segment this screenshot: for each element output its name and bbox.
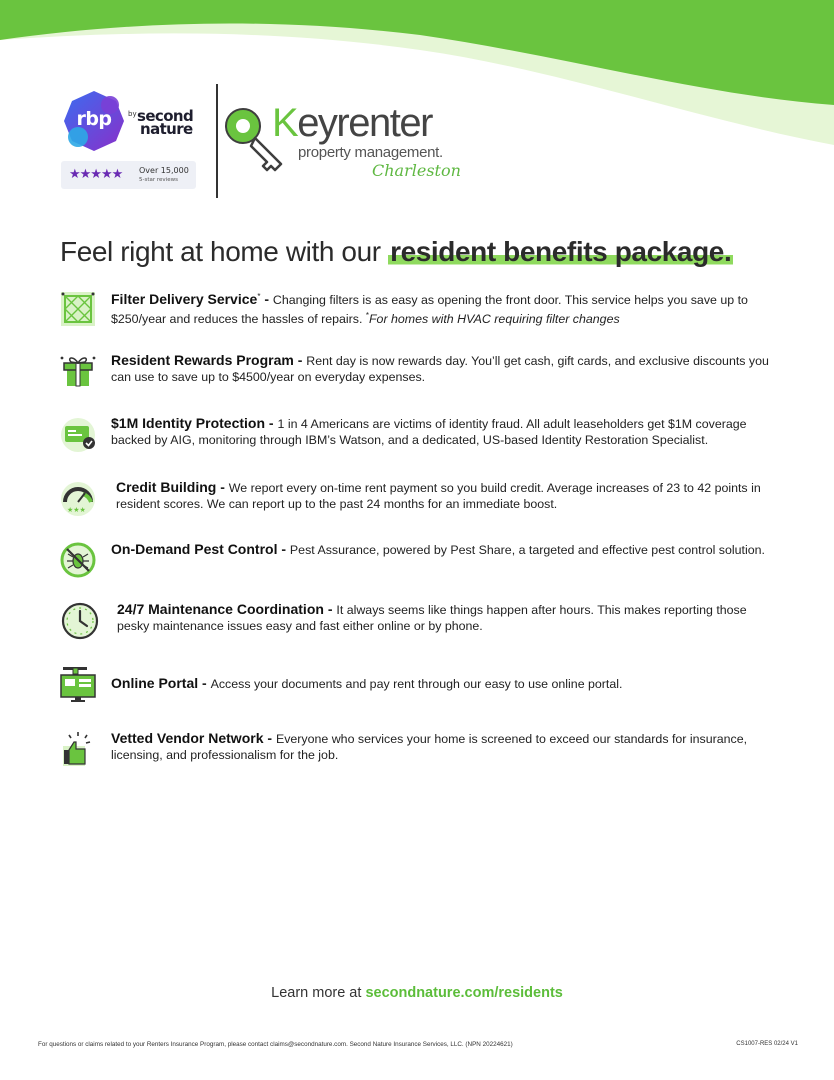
benefit-note-asterisk: *	[365, 311, 369, 321]
keyrenter-rest: eyrenter	[297, 101, 432, 145]
benefit-title-asterisk: *	[257, 292, 261, 301]
benefit-dash: -	[198, 675, 211, 691]
benefit-text	[116, 479, 781, 512]
benefit-text	[111, 675, 776, 692]
by-label: by	[128, 110, 137, 118]
no-pests-icon	[59, 541, 97, 579]
svg-text:★★★: ★★★	[67, 506, 86, 514]
benefit-description: Changing filters is as easy as opening the front door. This service helps you save up to $250/year and reduces the hassles of repairs.	[111, 293, 748, 327]
credit-gauge-icon	[59, 480, 97, 518]
benefit-dash: -	[260, 291, 273, 308]
benefit-title: 24/7 Maintenance Coordination	[117, 601, 324, 617]
reviews-badge	[61, 161, 196, 189]
second-nature-line1: second	[137, 107, 194, 125]
page-headline	[60, 236, 733, 268]
benefit-description: We report every on-time rent payment so you build credit. Average increases of 23 to 42 points in resident scores. We can report up to the past 24 months for an immediate boost.	[116, 481, 761, 511]
headline-highlight: resident benefits package.	[390, 236, 732, 267]
benefit-title: Vetted Vendor Network	[111, 730, 264, 746]
keyrenter-city: Charleston	[372, 161, 461, 180]
benefit-description: Rent day is now rewards day. You’ll get cash, gift cards, and exclusive discounts you can use to save up to $4500/year on everyday expenses.	[111, 354, 769, 384]
reviews-count: Over 15,000	[139, 166, 189, 175]
headline-lead: Feel right at home with our	[60, 236, 389, 267]
thumbs-up-icon	[59, 730, 97, 768]
benefit-title: Credit Building	[116, 479, 217, 495]
air-filter-icon	[59, 290, 97, 328]
benefit-text	[111, 352, 776, 385]
benefit-description: Pest Assurance, powered by Pest Share, a targeted and effective pest control solution.	[289, 543, 765, 557]
footer-doc-code: CS1007-RES 02/24 V1	[736, 1041, 798, 1047]
benefit-note: For homes with HVAC requiring filter changes	[368, 312, 620, 327]
keyrenter-k: K	[272, 101, 298, 145]
benefit-text	[111, 541, 776, 558]
monitor-portal-icon	[59, 665, 97, 703]
benefit-dash: -	[277, 541, 290, 557]
benefit-dash: -	[263, 730, 276, 746]
benefit-dash: -	[323, 601, 337, 617]
gift-icon	[59, 352, 97, 390]
five-star-rating: ★★★★★	[69, 167, 123, 182]
benefit-title: Filter Delivery Service	[111, 291, 258, 308]
clock-icon	[61, 602, 99, 640]
benefit-text	[117, 601, 782, 634]
benefit-text	[111, 730, 776, 763]
benefit-title: On-Demand Pest Control	[111, 541, 278, 557]
benefit-dash: -	[216, 479, 229, 495]
benefit-title: $1M Identity Protection	[111, 415, 266, 431]
benefit-description: 1 in 4 Americans are victims of identity fraud. All adult leaseholders get $1M coverage backed by AIG, monitoring through IBM’s Watson, and a dedicated, US-based Identity Restoration Specialist.	[111, 417, 747, 447]
id-card-shield-icon	[59, 416, 97, 454]
learn-more-line	[0, 985, 834, 1001]
learn-more-link[interactable]: secondnature.com/residents	[365, 985, 563, 1001]
keyrenter-wordmark	[272, 101, 432, 146]
benefit-text	[111, 415, 776, 448]
benefit-title: Online Portal	[111, 675, 199, 691]
benefit-description: Access your documents and pay rent through our easy to use online portal.	[210, 677, 623, 691]
footer-disclaimer: For questions or claims related to your Renters Insurance Program, please contact claims@secondnature.com. Second Nature Insurance Services, LLC. (NPN 20224621)	[38, 1041, 513, 1048]
logo-divider	[216, 84, 218, 198]
second-nature-line2: nature	[140, 120, 193, 138]
rbp-badge-text: rbp	[76, 108, 112, 130]
benefit-dash: -	[293, 352, 307, 368]
keyrenter-subtitle: property management.	[298, 144, 443, 161]
benefit-description: Everyone who services your home is screened to exceed our standards for insurance, licensing, and professionalism for the job.	[111, 732, 748, 762]
benefit-dash: -	[265, 415, 278, 431]
benefit-description: It always seems like things happen after hours. This makes reporting those pesky maintenance issues easy and fast either online or by phone.	[117, 603, 747, 633]
benefit-title: Resident Rewards Program	[111, 352, 294, 368]
reviews-label: 5-star reviews	[139, 177, 178, 183]
benefit-text	[111, 289, 776, 327]
learn-more-lead: Learn more at	[271, 985, 366, 1001]
